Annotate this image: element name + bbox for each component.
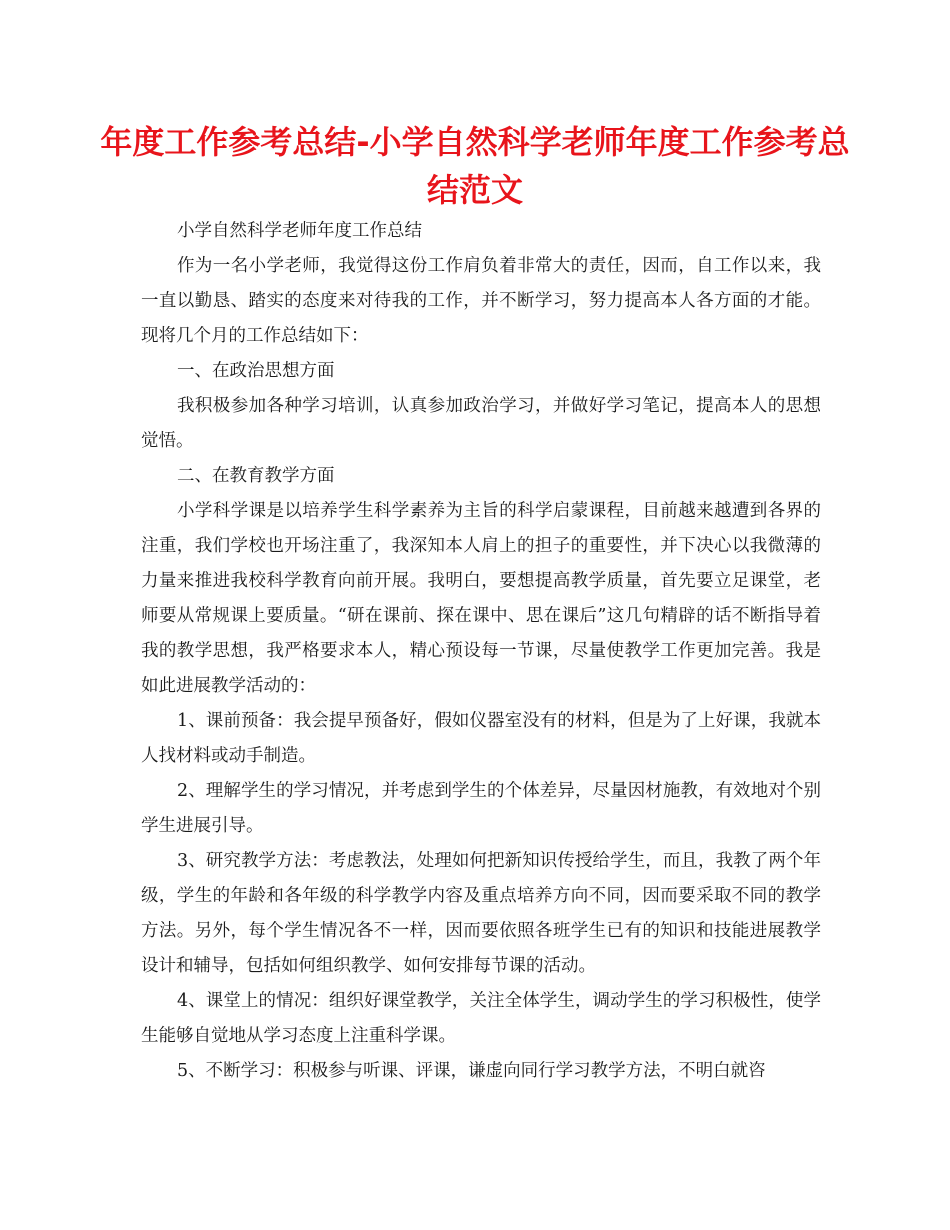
- document-title: 年度工作参考总结-小学自然科学老师年度工作参考总结范文: [100, 123, 850, 209]
- list-item-2: 2、理解学生的学习情况，并考虑到学生的个体差异，尽量因材施教，有效地对个别学生进展引导。: [141, 781, 821, 836]
- list-item-3: 3、研究教学方法：考虑教法，处理如何把新知识传授给学生，而且，我教了两个年级，学生的年龄和各年级的科学教学内容及重点培养方向不同，因而要采取不同的教学方法。另外，每个学生情况各不一样，因而要依照各班学生已有的知识和技能进展教学设计和辅导，包括如何组织教学、如何安排每节课的活动。: [141, 851, 821, 976]
- paragraph-politics: 我积极参加各种学习培训，认真参加政治学习，并做好学习笔记，提高本人的思想觉悟。: [141, 396, 821, 451]
- document-body: [141, 214, 821, 1089]
- list-item-5: 5、不断学习：积极参与听课、评课，谦虚向同行学习教学方法，不明白就咨: [177, 1061, 766, 1081]
- list-item-4: 4、课堂上的情况：组织好课堂教学，关注全体学生，调动学生的学习积极性，使学生能够自觉地从学习态度上注重科学课。: [141, 991, 821, 1046]
- paragraph-subtitle: 小学自然科学老师年度工作总结: [177, 221, 422, 241]
- paragraph-intro: 作为一名小学老师，我觉得这份工作肩负着非常大的责任，因而，自工作以来，我一直以勤恳、踏实的态度来对待我的工作，并不断学习，努力提高本人各方面的才能。现将几个月的工作总结如下：: [141, 256, 821, 346]
- list-item-1: 1、课前预备：我会提早预备好，假如仪器室没有的材料，但是为了上好课，我就本人找材料或动手制造。: [141, 711, 821, 766]
- paragraph-teaching: 小学科学课是以培养学生科学素养为主旨的科学启蒙课程，目前越来越遭到各界的注重，我们学校也开场注重了，我深知本人肩上的担子的重要性，并下决心以我微薄的力量来推进我校科学教育向前开展。我明白，要想提高教学质量，首先要立足课堂，老师要从常规课上要质量。“研在课前、探在课中、思在课后”这几句精辟的话不断指导着我的教学思想，我严格要求本人，精心预设每一节课，尽量使教学工作更加完善。我是如此进展教学活动的：: [141, 501, 821, 696]
- section-heading-teaching: 二、在教育教学方面: [177, 466, 335, 486]
- section-heading-politics: 一、在政治思想方面: [177, 361, 335, 381]
